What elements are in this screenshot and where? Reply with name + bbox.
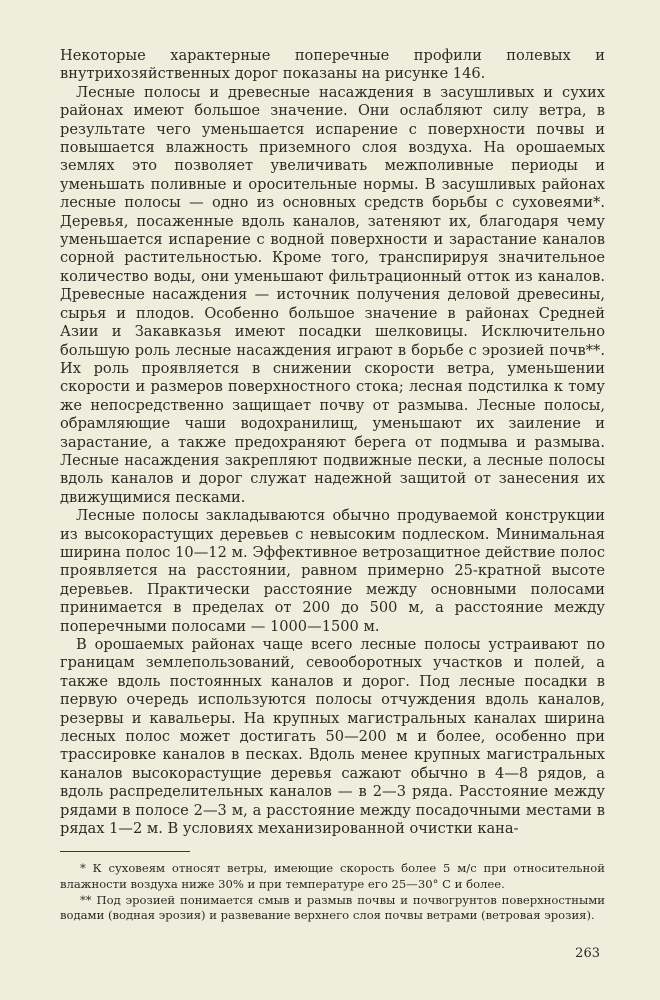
paragraph-belt-construction: Лесные полосы закладываются обычно продуваемой конструкции из высокорастущих деревьев с невысоким подлеском. Минимальная ширина полос 10—12 м. Эффективное ветрозащитное действие полос проявляется на расстоянии, равном примерно 25-кратной высоте деревьев. Практически расстояние между основными полосами принимается в пределах от 200 до 500 м, а расстояние между поперечными полосами — 1000—1500 м.	[60, 507, 605, 635]
footnote-divider	[60, 851, 190, 852]
footnote-sukhovei: * К суховеям относят ветры, имеющие скорость более 5 м/с при относительной влажности воздуха ниже 30% и при температуре его 25—30° С и более.	[60, 861, 605, 892]
footnote-erosion: ** Под эрозией понимается смыв и размыв почвы и почвогрунтов поверхностными водами (водная эрозия) и развевание верхнего слоя почвы ветрами (ветровая эрозия).	[60, 892, 605, 923]
paragraph-forest-belts: Лесные полосы и древесные насаждения в засушливых и сухих районах имеют большое значение. Они ослабляют силу ветра, в результате чего уменьшается испарение с поверхности почвы и повышается влажность приземного слоя воздуха. На орошаемых землях это позволяет увеличивать межполивные периоды и уменьшать поливные и оросительные нормы. В засушливых районах лесные полосы — одно из основных средств борьбы с суховеями*. Деревья, посаженные вдоль каналов, затеняют их, благодаря чему уменьшается испарение с водной поверхности и зарастание каналов сорной растительностью. Кроме того, транспирируя значительное количество воды, они уменьшают фильтрационный отток из каналов. Древесные насаждения — источник получения деловой древесины, сырья и плодов. Особенно большое значение в районах Средней Азии и Закавказья имеют посадки шелковицы. Исключительно большую роль лесные насаждения играют в борьбе с эрозией почв**. Их роль проявляется в снижении скорости ветра, уменьшении скорости и размеров поверхностного стока; лесная подстилка к тому же непосредственно защищает почву от размыва. Лесные полосы, обрамляющие чаши водохранилищ, уменьшают их заиление и зарастание, а также предохраняют берега от подмыва и размыва. Лесные насаждения закрепляют подвижные пески, а лесные полосы вдоль каналов и дорог служат надежной защитой от занесения их движущимися песками.	[60, 83, 605, 506]
paragraph-intro: Некоторые характерные поперечные профили полевых и внутрихозяйственных дорог показаны на рисунке 146.	[60, 47, 605, 83]
main-text	[60, 47, 605, 924]
page-number: 263	[575, 946, 600, 961]
paragraph-irrigated-areas: В орошаемых районах чаще всего лесные полосы устраивают по границам землепользований, севооборотных участков и полей, а также вдоль постоянных каналов и дорог. Под лесные посадки в первую очередь используются полосы отчуждения вдоль каналов, резервы и кавальеры. На крупных магистральных каналах ширина лесных полос может достигать 50—200 м и более, особенно при трассировке каналов в песках. Вдоль менее крупных магистральных каналов высокорастущие деревья сажают обычно в 4—8 рядов, а вдоль распределительных каналов — в 2—3 ряда. Расстояние между рядами в полосе 2—3 м, а расстояние между посадочными местами в рядах 1—2 м. В условиях механизированной очистки кана-	[60, 636, 605, 838]
